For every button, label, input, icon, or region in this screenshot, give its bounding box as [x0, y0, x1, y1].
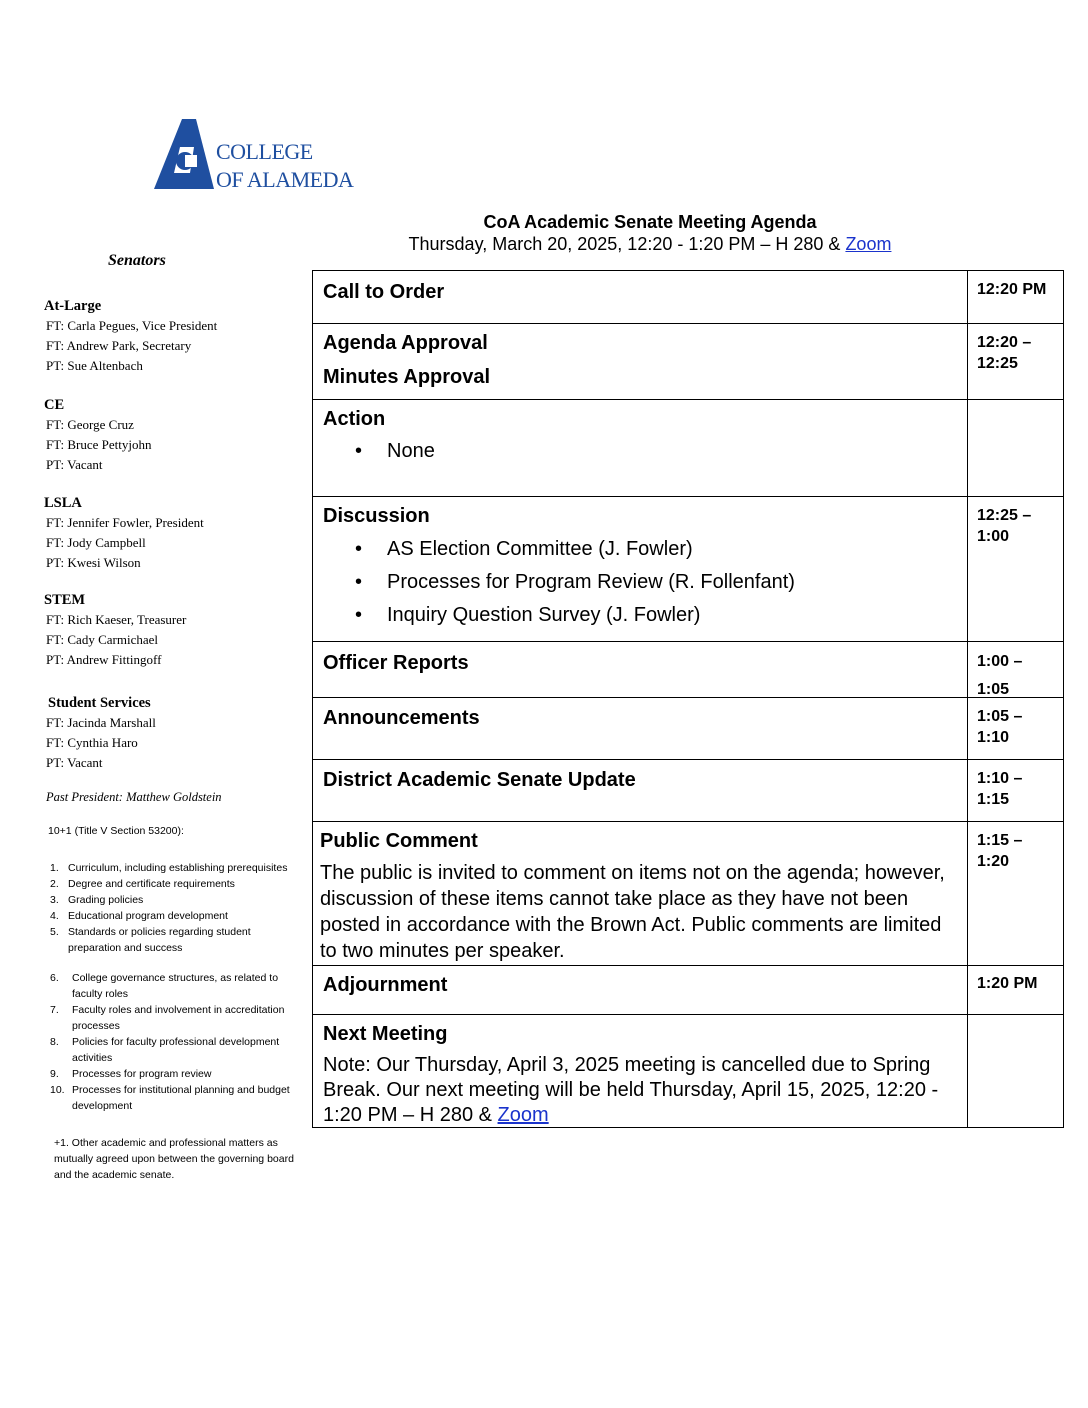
agenda-item-cell — [313, 497, 968, 641]
agenda-item-title: Discussion — [323, 505, 430, 527]
list-text: Policies for faculty professional development activities — [72, 1036, 280, 1064]
agenda-item-title: Agenda Approval — [323, 332, 488, 354]
agenda-item-title: Public Comment — [320, 830, 478, 852]
logo-text-line1: COLLEGE — [216, 139, 313, 164]
list-number: 10. — [50, 1084, 65, 1096]
list-number: 3. — [50, 894, 59, 906]
college-logo — [152, 117, 362, 195]
agenda-item-time: 1:10 – 1:15 — [977, 770, 1023, 808]
senator-member: FT: Cady Carmichael — [46, 632, 158, 647]
agenda-item-title: Adjournment — [323, 974, 448, 996]
agenda-item-title: Officer Reports — [323, 652, 469, 674]
logo-text-line2: OF ALAMEDA — [216, 167, 354, 192]
senator-group-ce — [44, 395, 306, 475]
list-item — [50, 876, 306, 892]
senator-member: FT: Bruce Pettyjohn — [46, 437, 152, 452]
group-title: STEM — [44, 592, 86, 608]
public-comment-text: The public is invited to comment on items not on the agenda; however, discussion of these items cannot take place as they have not been posted in accordance with the Brown Act. Public comments are limited to two minutes per speaker. — [320, 862, 945, 962]
list-text: Grading policies — [68, 894, 144, 906]
next-meeting-text: Note: Our Thursday, April 3, 2025 meeting is cancelled due to Spring Break. Our next meeting will be held Thursday, April 15, 2025, 12:20 - 1:20 PM – H 280 & — [323, 1054, 939, 1126]
senator-member: FT: Jody Campbell — [46, 535, 146, 550]
ten-plus-one-list — [50, 860, 306, 1114]
list-item — [50, 924, 306, 956]
list-item — [50, 1002, 306, 1034]
group-title: CE — [44, 397, 65, 413]
list-text: Standards or policies regarding student preparation and success — [68, 926, 251, 954]
agenda-row-discussion — [312, 497, 1064, 642]
agenda-row-officer-reports — [312, 642, 1064, 698]
bullet-icon: • — [355, 440, 363, 462]
meeting-datetime: Thursday, March 20, 2025, 12:20 - 1:20 PM – H 280 & — [408, 234, 846, 254]
group-title: LSLA — [44, 495, 82, 511]
senator-member: PT: Vacant — [46, 755, 103, 770]
agenda-item-cell — [313, 822, 968, 965]
senator-member: FT: Andrew Park, Secretary — [46, 338, 192, 353]
senator-group-lsla — [44, 493, 306, 573]
bullet-text: Processes for Program Review (R. Follenfant) — [387, 571, 795, 593]
agenda-item-time: 1:15 – 1:20 — [977, 832, 1023, 870]
senator-member: FT: Jennifer Fowler, President — [46, 515, 204, 530]
agenda-item-time: 1:00 – 1:05 — [977, 653, 1023, 698]
senator-member: FT: Cynthia Haro — [46, 735, 138, 750]
college-a-emblem-icon — [152, 117, 216, 191]
agenda-item-title: District Academic Senate Update — [323, 769, 636, 791]
senator-member: PT: Vacant — [46, 457, 103, 472]
list-text: Processes for institutional planning and budget development — [72, 1084, 290, 1112]
plus-one-note: +1. Other academic and professional matters as mutually agreed upon between the governing board and the academic senate. — [54, 1137, 294, 1181]
agenda-row-call-to-order — [312, 270, 1064, 324]
agenda-item-title: Minutes Approval — [323, 366, 491, 388]
agenda-item-cell — [313, 760, 968, 821]
next-meeting-note — [323, 1053, 963, 1128]
list-item — [50, 1066, 306, 1082]
agenda-item-cell — [313, 698, 968, 759]
list-item — [50, 860, 306, 876]
bullet-icon: • — [355, 604, 363, 626]
senator-member: FT: George Cruz — [46, 417, 134, 432]
senators-heading: Senators — [108, 252, 166, 269]
list-number: 7. — [50, 1004, 59, 1016]
agenda-item-time: 1:20 PM — [977, 975, 1038, 992]
list-item — [50, 908, 306, 924]
list-item — [50, 970, 306, 1002]
list-number: 1. — [50, 862, 59, 874]
senator-member: PT: Sue Altenbach — [46, 358, 143, 373]
list-number: 8. — [50, 1036, 59, 1048]
agenda-item-time: 12:25 – 1:00 — [977, 507, 1032, 545]
senator-member: FT: Carla Pegues, Vice President — [46, 318, 218, 333]
bullet-text: None — [387, 440, 435, 462]
agenda-row-adjournment — [312, 966, 1064, 1015]
agenda-row-public-comment — [312, 822, 1064, 966]
agenda-row-next-meeting — [312, 1015, 1064, 1128]
agenda-row-announcements — [312, 698, 1064, 760]
zoom-link[interactable]: Zoom — [845, 234, 892, 254]
agenda-row-approvals — [312, 324, 1064, 400]
senator-member: FT: Rich Kaeser, Treasurer — [46, 612, 187, 627]
agenda-item-time: 12:20 – 12:25 — [977, 334, 1032, 372]
agenda-item-time: 1:05 – 1:10 — [977, 708, 1023, 746]
agenda-item-cell — [313, 324, 968, 399]
page-title: CoA Academic Senate Meeting Agenda — [483, 212, 817, 232]
agenda-item-title: Action — [323, 408, 386, 430]
agenda-item-cell — [313, 271, 968, 323]
senator-member: FT: Jacinda Marshall — [46, 715, 156, 730]
agenda-row-action — [312, 400, 1064, 497]
senator-group-stem — [44, 590, 306, 670]
next-meeting-zoom-link[interactable]: Zoom — [497, 1104, 549, 1126]
list-item — [50, 1034, 306, 1066]
list-text: Educational program development — [68, 910, 228, 922]
list-number: 9. — [50, 1068, 59, 1080]
agenda-item-cell — [313, 966, 968, 1014]
list-text: College governance structures, as related to faculty roles — [72, 972, 279, 1000]
meeting-subtitle — [312, 234, 988, 255]
group-title: At-Large — [44, 298, 102, 314]
agenda-item-title: Call to Order — [323, 281, 445, 303]
list-number: 2. — [50, 878, 59, 890]
list-item — [50, 892, 306, 908]
past-president: Past President: Matthew Goldstein — [46, 790, 222, 804]
agenda-row-district-update — [312, 760, 1064, 822]
agenda-item-title: Next Meeting — [323, 1023, 448, 1045]
list-number: 4. — [50, 910, 59, 922]
list-text: Degree and certificate requirements — [68, 878, 235, 890]
group-title: Student Services — [48, 695, 151, 711]
title-v-reference: 10+1 (Title V Section 53200): — [48, 825, 184, 837]
agenda-item-time: 12:20 PM — [977, 281, 1047, 298]
list-text: Curriculum, including establishing prerequisites — [68, 862, 288, 874]
agenda-item-cell — [313, 1015, 968, 1127]
agenda-item-cell — [313, 642, 968, 697]
senator-member: PT: Kwesi Wilson — [46, 555, 141, 570]
bullet-icon: • — [355, 538, 363, 560]
bullet-icon: • — [355, 571, 363, 593]
bullet-text: Inquiry Question Survey (J. Fowler) — [387, 604, 701, 626]
agenda-item-cell — [313, 400, 968, 496]
bullet-text: AS Election Committee (J. Fowler) — [387, 538, 693, 560]
list-number: 6. — [50, 972, 59, 984]
list-item — [50, 1082, 306, 1114]
senator-member: PT: Andrew Fittingoff — [46, 652, 162, 667]
senator-group-student-services — [44, 693, 306, 773]
senator-group-at-large — [44, 296, 306, 376]
list-text: Faculty roles and involvement in accreditation processes — [72, 1004, 285, 1032]
agenda-item-title: Announcements — [323, 707, 480, 729]
list-text: Processes for program review — [72, 1068, 212, 1080]
list-number: 5. — [50, 926, 59, 938]
